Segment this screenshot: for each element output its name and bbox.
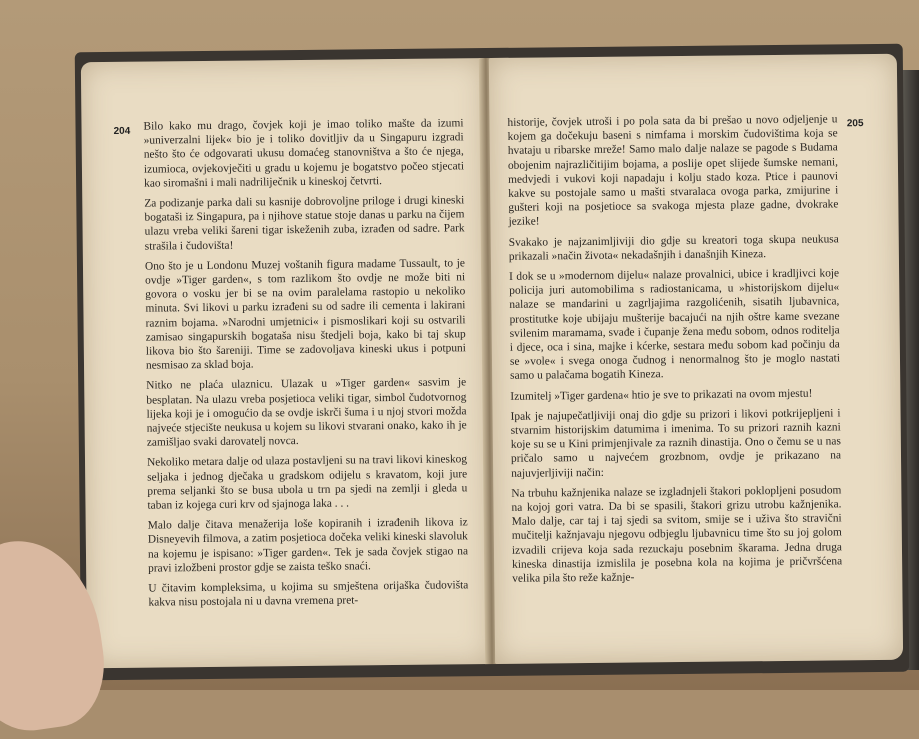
paragraph: Ipak je najupečatljiviji onaj dio gdje su prizori i likovi potkrijepljeni i stvarnim historijskim datumima i imenima. To su prizori raznih kazni koje su se u Kini primjenjivale za raznih dinastija. Ono o čemu se u nas pričalo samo u najvećem grozbnom, ovdje je prikazano na najuvjerljiviji način: (510, 407, 842, 480)
page-number-left: 204 (113, 125, 131, 137)
left-page-text (143, 116, 468, 616)
paragraph: Nitko ne plaća ulaznicu. Ulazak u »Tiger garden« sasvim je besplatan. Na ulazu vreba posjetioca veliki tigar, simbol čudotvornog lijeka koji je i omogućio da se ovdje iskrči šuma i u njoj stvori možda najveće stjecište neukusa u kojem su likovi stvarani onako, kako ih je zamišljao svaki darovatelj novca. (146, 376, 467, 449)
left-page (81, 58, 491, 668)
paragraph: Bilo kako mu drago, čovjek koji je imao toliko mašte da izumi »univerzalni lijek« bio je i toliko dovitljiv da u Singapuru izgradi nešto što će odgovarati ukusu domaćeg stanovništva a što će njega, izumioca, ovjekovječiti u gradu u kojemu je bogatstvo počeo stjecati kao siromašni i mali nadriliječnik u kineskoj četvrti. (143, 117, 465, 190)
paragraph: Na trbuhu kažnjenika nalaze se izgladnjeli štakori poklopljeni posudom na kojoj gori vatra. Da bi se spasili, štakori grizu utrobu kažnjenika. Malo dalje, car taj i taj sjedi sa svitom, smije se i uživa što stravični mučitelji kažnjavaju njegovu odbjeglu ljubavnicu time što su joj golom izvadili crijeva koja sada rezuckaju posebnim škarama. Jedna druga kineska dinastija izmislila je posebna kola na kojima je pričvršćena velika pila što reže kažnje- (511, 484, 843, 585)
paragraph: historije, čovjek utroši i po pola sata da bi prešao u novo odjeljenje u kojem ga dočekuju baseni s nimfama i morskim čudovištima koja se hvataju u ribarske mreže! Samo malo dalje nalaze se pagode s Budama obojenim najrazličitijim bojama, a poslije opet slijede šumske nemani, medvjedi i vukovi koji napadaju i kolju stado koza. Ptice i paunovi kakve su postojale samo u mašti stvaralaca ovoga parka, zmijurine i gušteri koji na posjetioce sa svakoga mjesta plaze gadne, dvokrake jezike! (507, 113, 839, 229)
page-number-right: 205 (846, 118, 864, 130)
paragraph: U čitavim kompleksima, u kojima su smještena orijaška čudovišta kakva nisu postojala ni u davna vremena pret- (148, 579, 469, 609)
right-page-text (507, 112, 842, 592)
paragraph: I dok se u »modernom dijelu« nalaze provalnici, ubice i kradljivci koje policija juri automobilima s radiostanicama, u »historijskom dijelu« nalaze se mandarini u zagrljajima razgolićenih, sisatih ljubavnica, prostitutke koje ubijaju mušterije bacajući na njih oštre kame svezane svilenim maramama, svađe i čupanje žena među sobom, odnos roditelja i djece, oca i sina, majke i kćerke, sestara među sobom kad počinju da se »vole« i svega onoga čudnog i nenormalnog što je moglo nastati samo u palačama bogatih Kineza. (509, 267, 841, 383)
paragraph: Ono što je u Londonu Muzej voštanih figura madame Tussault, to je ovdje »Tiger garden«, s tom razlikom što ovdje ne može biti ni govora o vosku jer bi se na ovim paralelama rastopio u nekoliko minuta. Svi likovi u parku izrađeni su od sadre ili cementa i lakirani raznim bojama. »Narodni umjetnici« i pismoslikari koji su ostvarili zamisao singapurskih bogataša nisu štedjeli boja, kako bi taj skup likova bio što šareniji. Time se zadovoljava kineski ukus i potpuni nesmisao za sklad boja. (144, 257, 466, 372)
paragraph: Malo dalje čitava menažerija loše kopiranih i izrađenih likova iz Disneyevih filmova, a zatim posjetioca dočeka veliki kineski slavoluk na kojemu je ispisano: »Tiger garden«. Tek je sada čovjek stigao na pravi izložbeni prostor gdje se zaista teško snaći. (147, 516, 469, 575)
paragraph: Za podizanje parka dali su kasnije dobrovoljne priloge i drugi kineski bogataši iz Singapura, pa i njihove statue stoje danas u parku na čijem ulazu vreba veliki šareni tigar iskeženih zuba, izrađen od sadre. Park strašila i čudovišta! (144, 194, 465, 253)
paragraph: Izumitelj »Tiger gardena« htio je sve to prikazati na ovom mjestu! (510, 387, 813, 403)
right-page (489, 54, 903, 664)
paragraph: Svakako je najzanimljiviji dio gdje su kreatori toga skupa neukusa prikazali »način života« nekadašnjih i današnjih Kineza. (508, 232, 839, 263)
paragraph: Nekoliko metara dalje od ulaza postavljeni su na travi likovi kineskog seljaka i jednog dječaka u gradskom odijelu s kravatom, koji jure prema seljanki što se busa ubola u trn pa sjedi na zemlji i gleda u taban iz kojega curi krv od sjajnoga laka . . . (146, 453, 468, 512)
open-book (75, 44, 910, 681)
